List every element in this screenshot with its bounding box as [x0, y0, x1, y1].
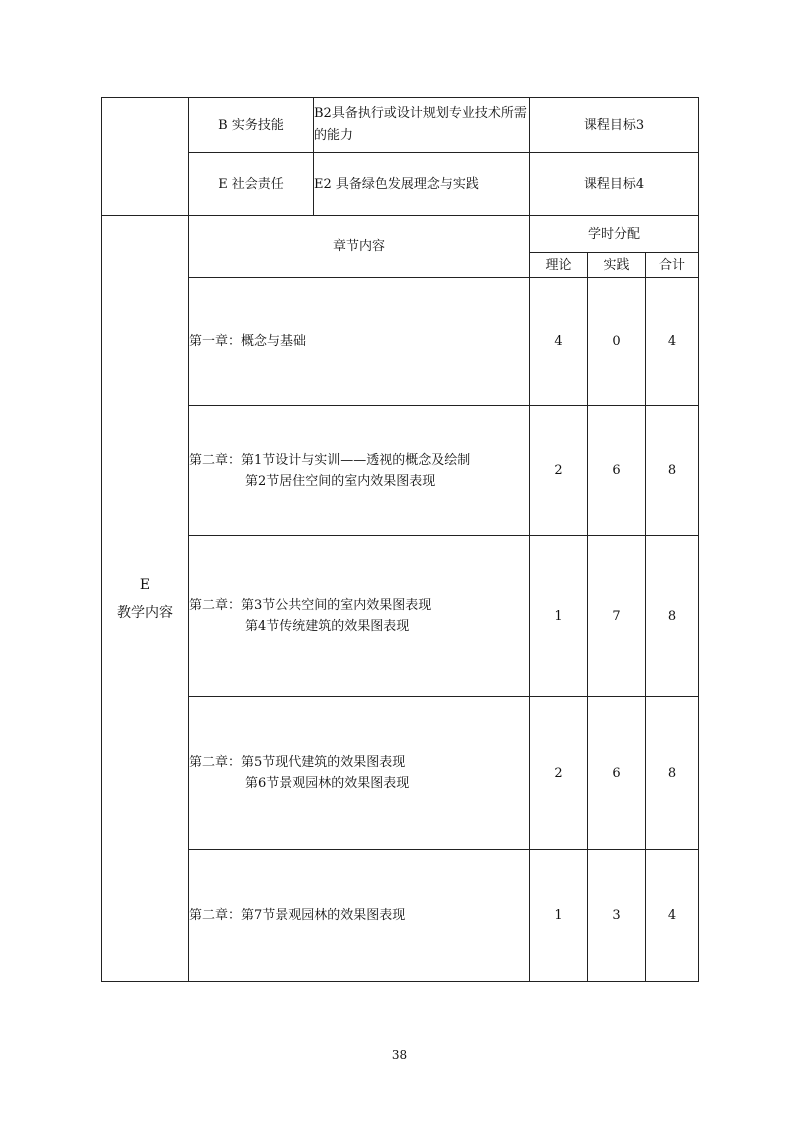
- row-3-theory: 1: [554, 608, 563, 624]
- section-letter: E: [139, 576, 151, 593]
- border-right: [698, 97, 699, 982]
- top-row1-category: B 实务技能: [218, 117, 284, 133]
- row-1-total: 4: [667, 334, 677, 349]
- row-3-total: 8: [667, 608, 677, 624]
- row-5-practice: 3: [612, 908, 621, 923]
- section-title: 教学内容: [117, 604, 173, 621]
- top-row2-category: E 社会责任: [218, 176, 284, 192]
- chapter-line-1: 第二章：第5节现代建筑的效果图表现: [189, 755, 406, 770]
- top-row2-target: 课程目标4: [583, 176, 645, 192]
- section-label: [102, 216, 188, 981]
- chapter-line-2: 第6节景观园林的效果图表现: [245, 776, 410, 791]
- row-1-practice: 0: [612, 334, 621, 349]
- chapter-row-2: [189, 406, 529, 535]
- top-row2-description: E2 具备绿色发展理念与实践: [314, 176, 479, 192]
- row-4-practice: 6: [612, 765, 621, 781]
- border-bottom: [101, 981, 699, 982]
- chapter-line-1: 第二章：第7节景观园林的效果图表现: [189, 908, 406, 923]
- header-practice: 实践: [603, 257, 630, 273]
- row-5-theory: 1: [554, 908, 563, 923]
- row-5-total: 4: [667, 908, 677, 923]
- top-row1-target: 课程目标3: [583, 117, 645, 133]
- chapter-row-4: [189, 697, 529, 849]
- row-2-practice: 6: [612, 463, 621, 478]
- row-4-theory: 2: [554, 765, 563, 781]
- chapter-line-2: 第2节居住空间的室内效果图表现: [245, 473, 436, 489]
- row-2-total: 8: [667, 463, 677, 478]
- chapter-line-1: 第一章：概念与基础: [189, 334, 307, 349]
- chapter-line-2: 第4节传统建筑的效果图表现: [245, 619, 410, 634]
- header-theory: 理论: [545, 257, 572, 273]
- chapter-line-1: 第二章：第1节设计与实训——透视的概念及绘制: [189, 452, 471, 468]
- row-3-practice: 7: [612, 608, 621, 624]
- header-hours-allocation: 学时分配: [587, 226, 640, 242]
- header-chapter-content: 章节内容: [332, 239, 385, 254]
- chapter-line-1: 第二章：第3节公共空间的室内效果图表现: [189, 598, 432, 613]
- chapter-row-3: [189, 536, 529, 696]
- chapter-row-5: [189, 850, 529, 981]
- row-4-total: 8: [667, 765, 677, 781]
- row-2-theory: 2: [554, 463, 563, 478]
- header-total: 合计: [658, 257, 685, 273]
- row-1-theory: 4: [554, 334, 563, 349]
- chapter-row-1: [189, 278, 529, 405]
- top-row1-description: B2具备执行或设计规划专业技术所需的能力: [314, 106, 527, 143]
- page-number: 38: [391, 1048, 408, 1062]
